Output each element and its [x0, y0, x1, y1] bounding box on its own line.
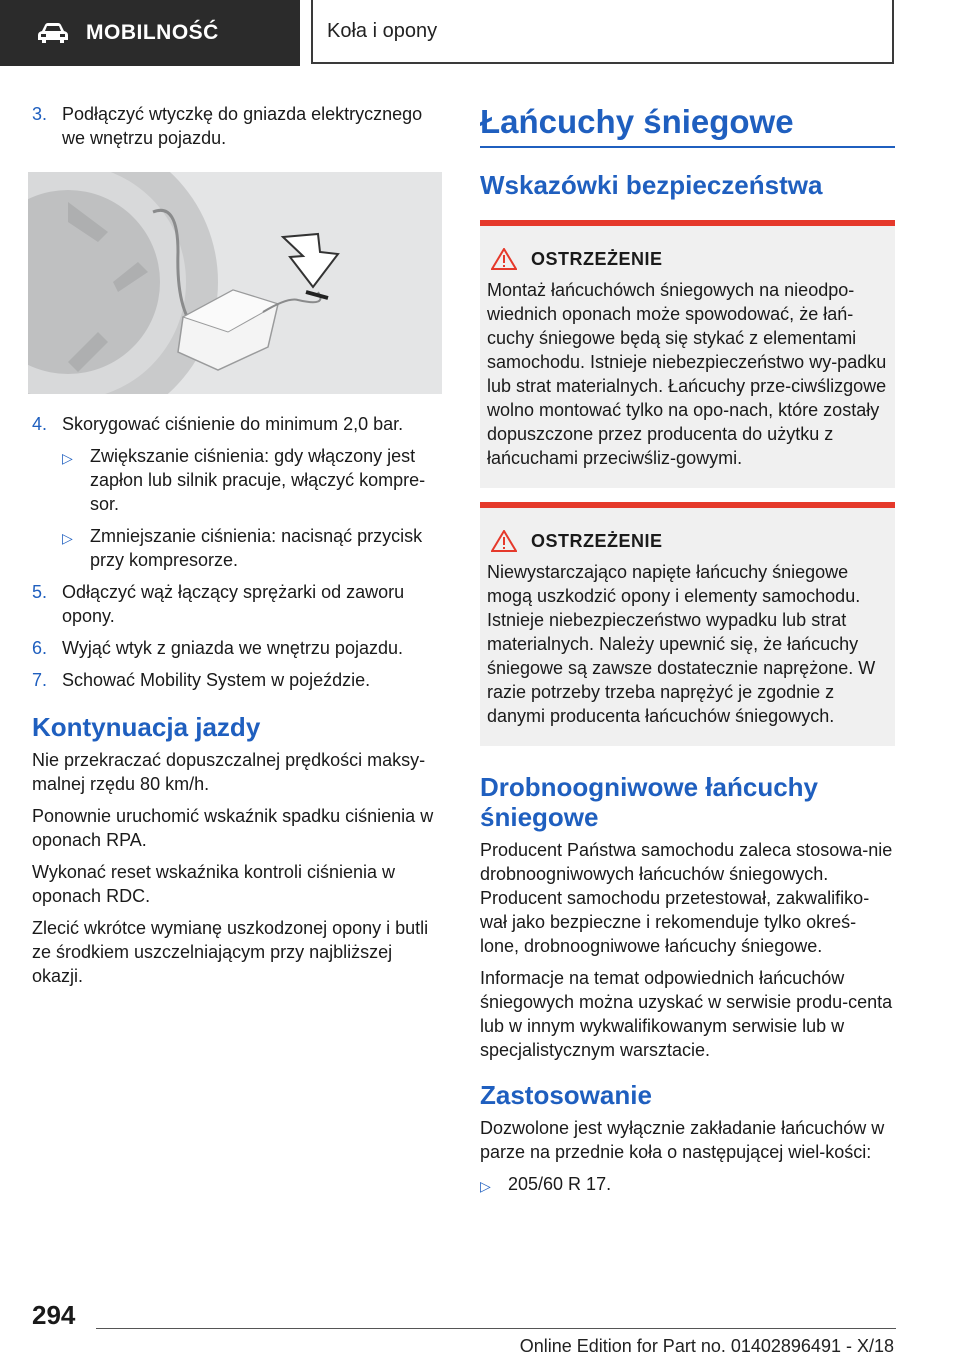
warning-box: [480, 220, 895, 488]
paragraph: Dozwolone jest wyłącznie zakładanie łańcuchów w parze na przednie koła o następującej wiel-kości:: [480, 1118, 885, 1162]
step-number: 4.: [32, 414, 48, 434]
step-text: Schować Mobility System w pojeździe.: [62, 670, 371, 690]
sub-list-item: [62, 524, 444, 572]
paragraph: Wykonać reset wskaźnika kontroli ciśnienia w oponach RDC.: [32, 862, 395, 906]
paragraph: Informacje na temat odpowiednich łańcuchów śniegowych można uzyskać w serwisie produ-centa lub w innym wykwalifikowanym serwisie lub w specjalistycznym warsztacie.: [480, 968, 893, 1060]
section-heading: Zastosowanie: [480, 1080, 652, 1110]
compressor-image: [28, 172, 442, 394]
warning-triangle-icon: [491, 248, 517, 270]
step-number: 3.: [32, 104, 48, 124]
list-item: [480, 1172, 895, 1198]
list-item: [32, 412, 444, 436]
warning-triangle-icon: [491, 530, 517, 552]
list-item: [32, 636, 444, 660]
section-label: MOBILNOŚĆ: [86, 21, 219, 44]
section-heading: Drobnoogniwowe łańcuchy śniegowe: [480, 772, 819, 832]
warning-header: [487, 248, 888, 270]
triangle-bullet-icon: ▷: [480, 1178, 491, 1194]
list-item: [32, 102, 444, 150]
right-column: [480, 102, 895, 1206]
step-text: Podłączyć wtyczkę do gniazda elektrycznego we wnętrzu pojazdu.: [62, 104, 423, 148]
edition-text: Online Edition for Part no. 01402896491 - X/18: [519, 1336, 894, 1356]
list-item: [32, 580, 444, 628]
warning-text: Montaż łańcuchówch śniegowych na nieodpo-wiednich oponach może spowodować, że łań-cuchy śniegowe będą się stykać z elementami samochodu. Istnieje niebezpieczeństwo wy-padku lub strat materialnych. Łańcuchy prze-ciwślizgowe wolno montować tylko na opo-nach, które zostały dopuszczone przez producenta do użytku z łańcuchami przeciwśliz-gowymi.: [487, 280, 887, 468]
warning-text: Niewystarczająco napięte łańcuchy śniegowe mogą uszkodzić opony i elementy samochodu. Istnieje niebezpieczeństwo wypadku lub strat materialnych. Należy upewnić się, że łańcuchy śniegowe są zawsze dostatecznie naprężone. W razie potrzeby trzeba naprężyć je zgodnie z danymi producenta łańcuchów śniegowych.: [487, 562, 876, 726]
sub-item-text: Zwiększanie ciśnienia: gdy włączony jest zapłon lub silnik pracuje, włączyć kompre-sor.: [90, 446, 426, 514]
step-text: Skorygować ciśnienie do minimum 2,0 bar.: [62, 414, 404, 434]
warning-label: OSTRZEŻENIE: [531, 248, 663, 269]
warning-label: OSTRZEŻENIE: [531, 530, 663, 551]
section-tab: [0, 0, 300, 66]
page-number: 294: [32, 1300, 76, 1330]
car-icon: [36, 22, 70, 44]
item-text: 205/60 R 17.: [508, 1174, 612, 1194]
left-column: [32, 102, 444, 996]
chapter-label: Koła i opony: [327, 19, 438, 42]
paragraph: Ponownie uruchomić wskaźnik spadku ciśnienia w oponach RPA.: [32, 806, 434, 850]
sub-list-item: [62, 444, 444, 516]
footer-rule: [96, 1328, 896, 1329]
paragraph: Nie przekraczać dopuszczalnej prędkości maksy-malnej rzędu 80 km/h.: [32, 750, 426, 794]
step-number: 6.: [32, 638, 48, 658]
page-title: Łańcuchy śniegowe: [480, 103, 794, 140]
compressor-illustration: [28, 172, 442, 394]
paragraph: Zlecić wkrótce wymianę uszkodzonej opony i butli ze środkiem uszczelniającym przy najbliższej okazji.: [32, 918, 429, 986]
step-text: Wyjąć wtyk z gniazda we wnętrzu pojazdu.: [62, 638, 403, 658]
section-heading: Wskazówki bezpieczeństwa: [480, 170, 823, 200]
sub-item-text: Zmniejszanie ciśnienia: nacisnąć przycisk przy kompresorze.: [90, 526, 423, 570]
triangle-bullet-icon: ▷: [62, 450, 73, 466]
title-rule: [480, 146, 895, 148]
step-text: Odłączyć wąż łączący sprężarki od zaworu opony.: [62, 582, 405, 626]
section-heading: Kontynuacja jazdy: [32, 712, 261, 742]
triangle-bullet-icon: ▷: [62, 530, 73, 546]
warning-box: [480, 502, 895, 746]
step-number: 7.: [32, 670, 48, 690]
warning-header: [487, 530, 888, 552]
list-item: [32, 668, 444, 692]
step-number: 5.: [32, 582, 48, 602]
paragraph: Producent Państwa samochodu zaleca stosowa-nie drobnoogniwowych łańcuchów śniegowych. Producent samochodu przetestował, zakwalifiko-wał jako bezpieczne i rekomenduje tylko okreś-lone, drobnoogniwowe łańcuchy śniegowe.: [480, 840, 893, 956]
chapter-header: [311, 0, 894, 64]
